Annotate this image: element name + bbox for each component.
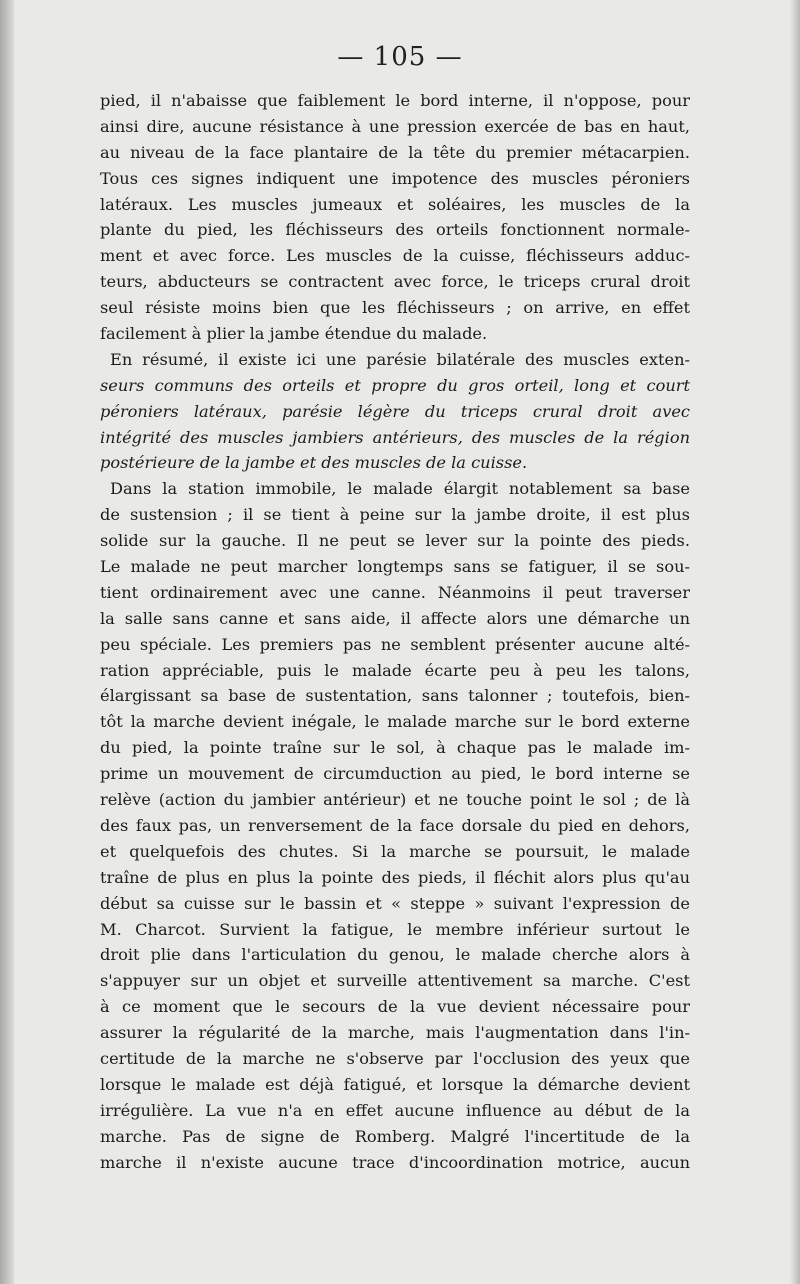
text-line: Tous ces signes indiquent une impotence des muscles péroniers: [100, 168, 690, 188]
page-number-header: — 105 —: [337, 42, 463, 72]
text-line: peu spéciale. Les premiers pas ne semblent présenter aucune alté-: [100, 634, 690, 654]
text-line: seul résiste moins bien que les fléchisseurs ; on arrive, en effet: [100, 298, 690, 318]
text-line: élargissant sa base de sustentation, sans talonner ; toutefois, bien-: [100, 686, 690, 706]
text-line: ment et avec force. Les muscles de la cuisse, fléchisseurs adduc-: [100, 246, 690, 266]
text-line: péroniers latéraux, parésie légère du triceps crural droit avec: [100, 401, 690, 421]
text-line: seurs communs des orteils et propre du gros orteil, long et court: [100, 375, 690, 395]
text-line: En résumé, il existe ici une parésie bilatérale des muscles exten-: [110, 349, 690, 369]
text-line: et quelquefois des chutes. Si la marche se poursuit, le malade: [100, 841, 690, 861]
text-line: marche il n'existe aucune trace d'incoordination motrice, aucun: [100, 1152, 690, 1172]
text-line: teurs, abducteurs se contractent avec force, le triceps crural droit: [100, 272, 690, 292]
text-line: plante du pied, les fléchisseurs des orteils fonctionnent normale-: [100, 220, 690, 240]
text-line: lorsque le malade est déjà fatigué, et lorsque la démarche devient: [100, 1074, 690, 1094]
body-text: [100, 88, 690, 1175]
text-line: au niveau de la face plantaire de la tête du premier métacarpien.: [100, 142, 690, 162]
text-line: la salle sans canne et sans aide, il affecte alors une démarche un: [100, 608, 690, 628]
text-line: Dans la station immobile, le malade élargit notablement sa base: [110, 479, 690, 499]
text-line: postérieure de la jambe et des muscles de la cuisse.: [100, 453, 528, 473]
text-line: de sustension ; il se tient à peine sur la jambe droite, il est plus: [100, 505, 690, 525]
text-line: prime un mouvement de circumduction au pied, le bord interne se: [100, 764, 690, 784]
text-line: assurer la régularité de la marche, mais l'augmentation dans l'in-: [100, 1023, 690, 1043]
text-line: latéraux. Les muscles jumeaux et soléaires, les muscles de la: [100, 194, 690, 214]
text-line: M. Charcot. Survient la fatigue, le membre inférieur surtout le: [100, 919, 690, 939]
text-line: solide sur la gauche. Il ne peut se lever sur la pointe des pieds.: [100, 531, 690, 551]
page-number: 105: [373, 42, 427, 72]
text-line: facilement à plier la jambe étendue du malade.: [100, 324, 488, 344]
text-line: du pied, la pointe traîne sur le sol, à chaque pas le malade im-: [100, 738, 690, 758]
text-line: certitude de la marche ne s'observe par l'occlusion des yeux que: [100, 1048, 690, 1068]
text-line: ainsi dire, aucune résistance à une pression exercée de bas en haut,: [100, 116, 690, 136]
text-line: des faux pas, un renversement de la face dorsale du pied en dehors,: [100, 815, 690, 835]
text-line: marche. Pas de signe de Romberg. Malgré l'incertitude de la: [100, 1126, 690, 1146]
text-line: tient ordinairement avec une canne. Néanmoins il peut traverser: [100, 582, 690, 602]
text-line: relève (action du jambier antérieur) et ne touche point le sol ; de là: [100, 790, 690, 810]
text-line: droit plie dans l'articulation du genou, le malade cherche alors à: [100, 945, 690, 965]
text-line: début sa cuisse sur le bassin et « steppe » suivant l'expression de: [100, 893, 690, 913]
text-line: pied, il n'abaisse que faiblement le bord interne, il n'oppose, pour: [100, 91, 690, 110]
text-line: traîne de plus en plus la pointe des pieds, il fléchit alors plus qu'au: [100, 867, 690, 887]
text-line: ration appréciable, puis le malade écarte peu à peu les talons,: [100, 660, 690, 680]
text-line: irrégulière. La vue n'a en effet aucune influence au début de la: [100, 1100, 690, 1120]
text-line: tôt la marche devient inégale, le malade marche sur le bord externe: [100, 712, 690, 732]
text-line: Le malade ne peut marcher longtemps sans se fatiguer, il se sou-: [100, 557, 690, 577]
text-line: intégrité des muscles jambiers antérieurs, des muscles de la région: [100, 427, 690, 447]
text-line: s'appuyer sur un objet et surveille attentivement sa marche. C'est: [100, 971, 690, 991]
text-line: à ce moment que le secours de la vue devient nécessaire pour: [100, 997, 690, 1017]
